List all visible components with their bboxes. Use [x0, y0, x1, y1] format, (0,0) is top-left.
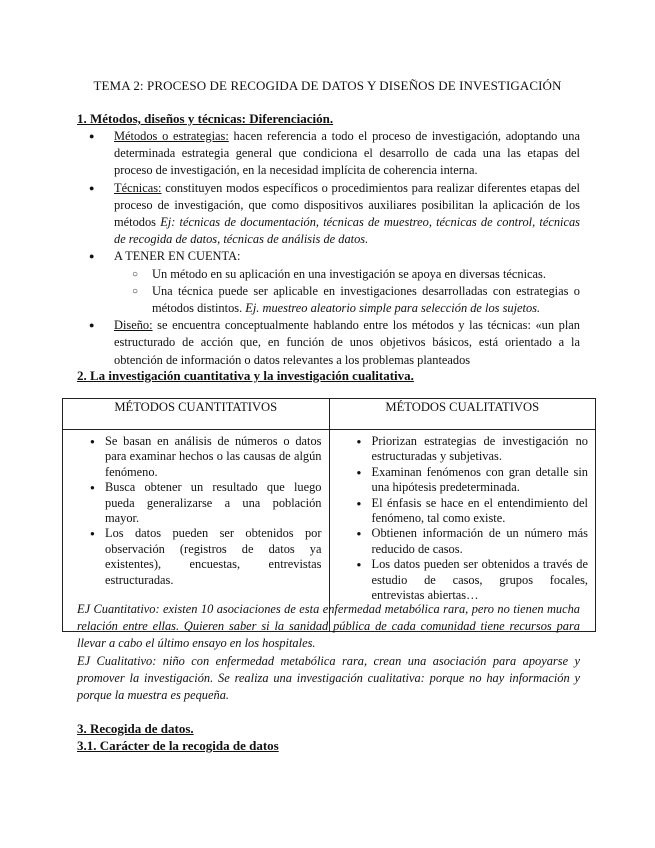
sublist-item	[114, 266, 580, 283]
cualitativos-list	[330, 434, 596, 603]
sublist-tener-en-cuenta	[114, 266, 580, 318]
example-tecnicas: Ej: técnicas de documentación, técnicas de muestreo, técnicas de control, técnicas de recogida de datos, técnicas de análisis de datos.	[114, 215, 580, 247]
term-diseno: Diseño:	[114, 318, 153, 333]
list-item-metodos	[77, 128, 580, 180]
text-tecnicas: constituyen modos específicos o procedimientos para realizar diferentes etapas del proceso de investigación, que como dispositivos auxiliares posibilitan la aplicación de los métodos	[114, 180, 580, 230]
list-item-tener-en-cuenta	[77, 248, 580, 317]
section-3-heading: 3. Recogida de datos.	[77, 721, 194, 736]
section-3-1-heading: 3.1. Carácter de la recogida de datos	[77, 738, 279, 753]
list-item: ● Se basan en análisis de números o datos para examinar hechos o las causas de algún fenómeno.	[63, 434, 329, 480]
sublist-item	[114, 283, 580, 317]
section-1-heading: 1. Métodos, diseños y técnicas: Diferenciación.	[77, 111, 334, 126]
text-diseno: se encuentra conceptualmente hablando entre los métodos y las técnicas: «un plan estructurado de acción que, en función de unos objetivos básicos, está orientado a la obtención de información o datos relevantes a los problemas planteados	[114, 318, 580, 367]
cuantitativos-list	[63, 434, 329, 588]
list-item-diseno	[77, 317, 580, 369]
example-cualitativo: EJ Cualitativo: niño con enfermedad metabólica rara, crean una asociación para apoyarse y promover la investigación. Se realiza una investigación cualitativa: porque no hay información y porque la muestra es pequeña.	[77, 654, 580, 703]
table-header-cuantitativos: MÉTODOS CUANTITATIVOS	[63, 399, 330, 430]
methods-comparison-table	[62, 398, 596, 632]
section-1-list	[77, 128, 580, 369]
text-metodos: hacen referencia a todo el proceso de investigación, adoptando una determinada estrategia general que condiciona el desarrollo de cada una las etapas del proceso de investigación, en la necesidad implícita de coherencia interna.	[114, 129, 580, 178]
list-item: ● Los datos pueden ser obtenidos por observación (registros de datos ya existentes), encuestas, entrevistas estructuradas.	[63, 526, 329, 588]
term-metodos: Métodos o estrategias:	[114, 129, 229, 143]
text-tener-en-cuenta: A TENER EN CUENTA:	[114, 249, 241, 264]
list-item: ● El énfasis se hace en el entendimiento del fenómeno, tal como existe.	[330, 496, 596, 527]
list-item: ● Los datos pueden ser obtenidos a través de estudio de casos, grupos focales, entrevistas abiertas…	[330, 557, 596, 603]
document-title: TEMA 2: PROCESO DE RECOGIDA DE DATOS Y DISEÑOS DE INVESTIGACIÓN	[93, 78, 562, 93]
sub-item-example: Ej. muestreo aleatorio simple para selección de los sujetos.	[245, 301, 541, 316]
list-item: ● Busca obtener un resultado que luego pueda generalizarse a una población mayor.	[63, 480, 329, 526]
list-item-tecnicas	[77, 180, 580, 249]
list-item: ● Priorizan estrategias de investigación no estructuradas y subjetivas.	[330, 434, 596, 465]
section-2-heading: 2. La investigación cuantitativa y la investigación cualitativa.	[77, 368, 414, 383]
sub-item-text: Un método en su aplicación en una investigación se apoya en diversas técnicas.	[152, 266, 546, 281]
list-item: ● Examinan fenómenos con gran detalle sin una hipótesis predeterminada.	[330, 465, 596, 496]
example-cuantitativo: EJ Cuantitativo: existen 10 asociaciones de esta enfermedad metabólica rara, pero no tienen mucha relación entre ellas. Quieren saber si la sanidad pública de cada comunidad tiene recursos para llevar a cabo el último ensayo en los hospitales.	[77, 602, 580, 651]
table-header-cualitativos: MÉTODOS CUALITATIVOS	[329, 399, 596, 430]
sub-item-text: Una técnica puede ser aplicable en investigaciones desarrolladas con estrategias o métodos distintos.	[152, 283, 580, 316]
term-tecnicas: Técnicas:	[114, 180, 162, 195]
list-item: ● Obtienen información de un número más reducido de casos.	[330, 526, 596, 557]
